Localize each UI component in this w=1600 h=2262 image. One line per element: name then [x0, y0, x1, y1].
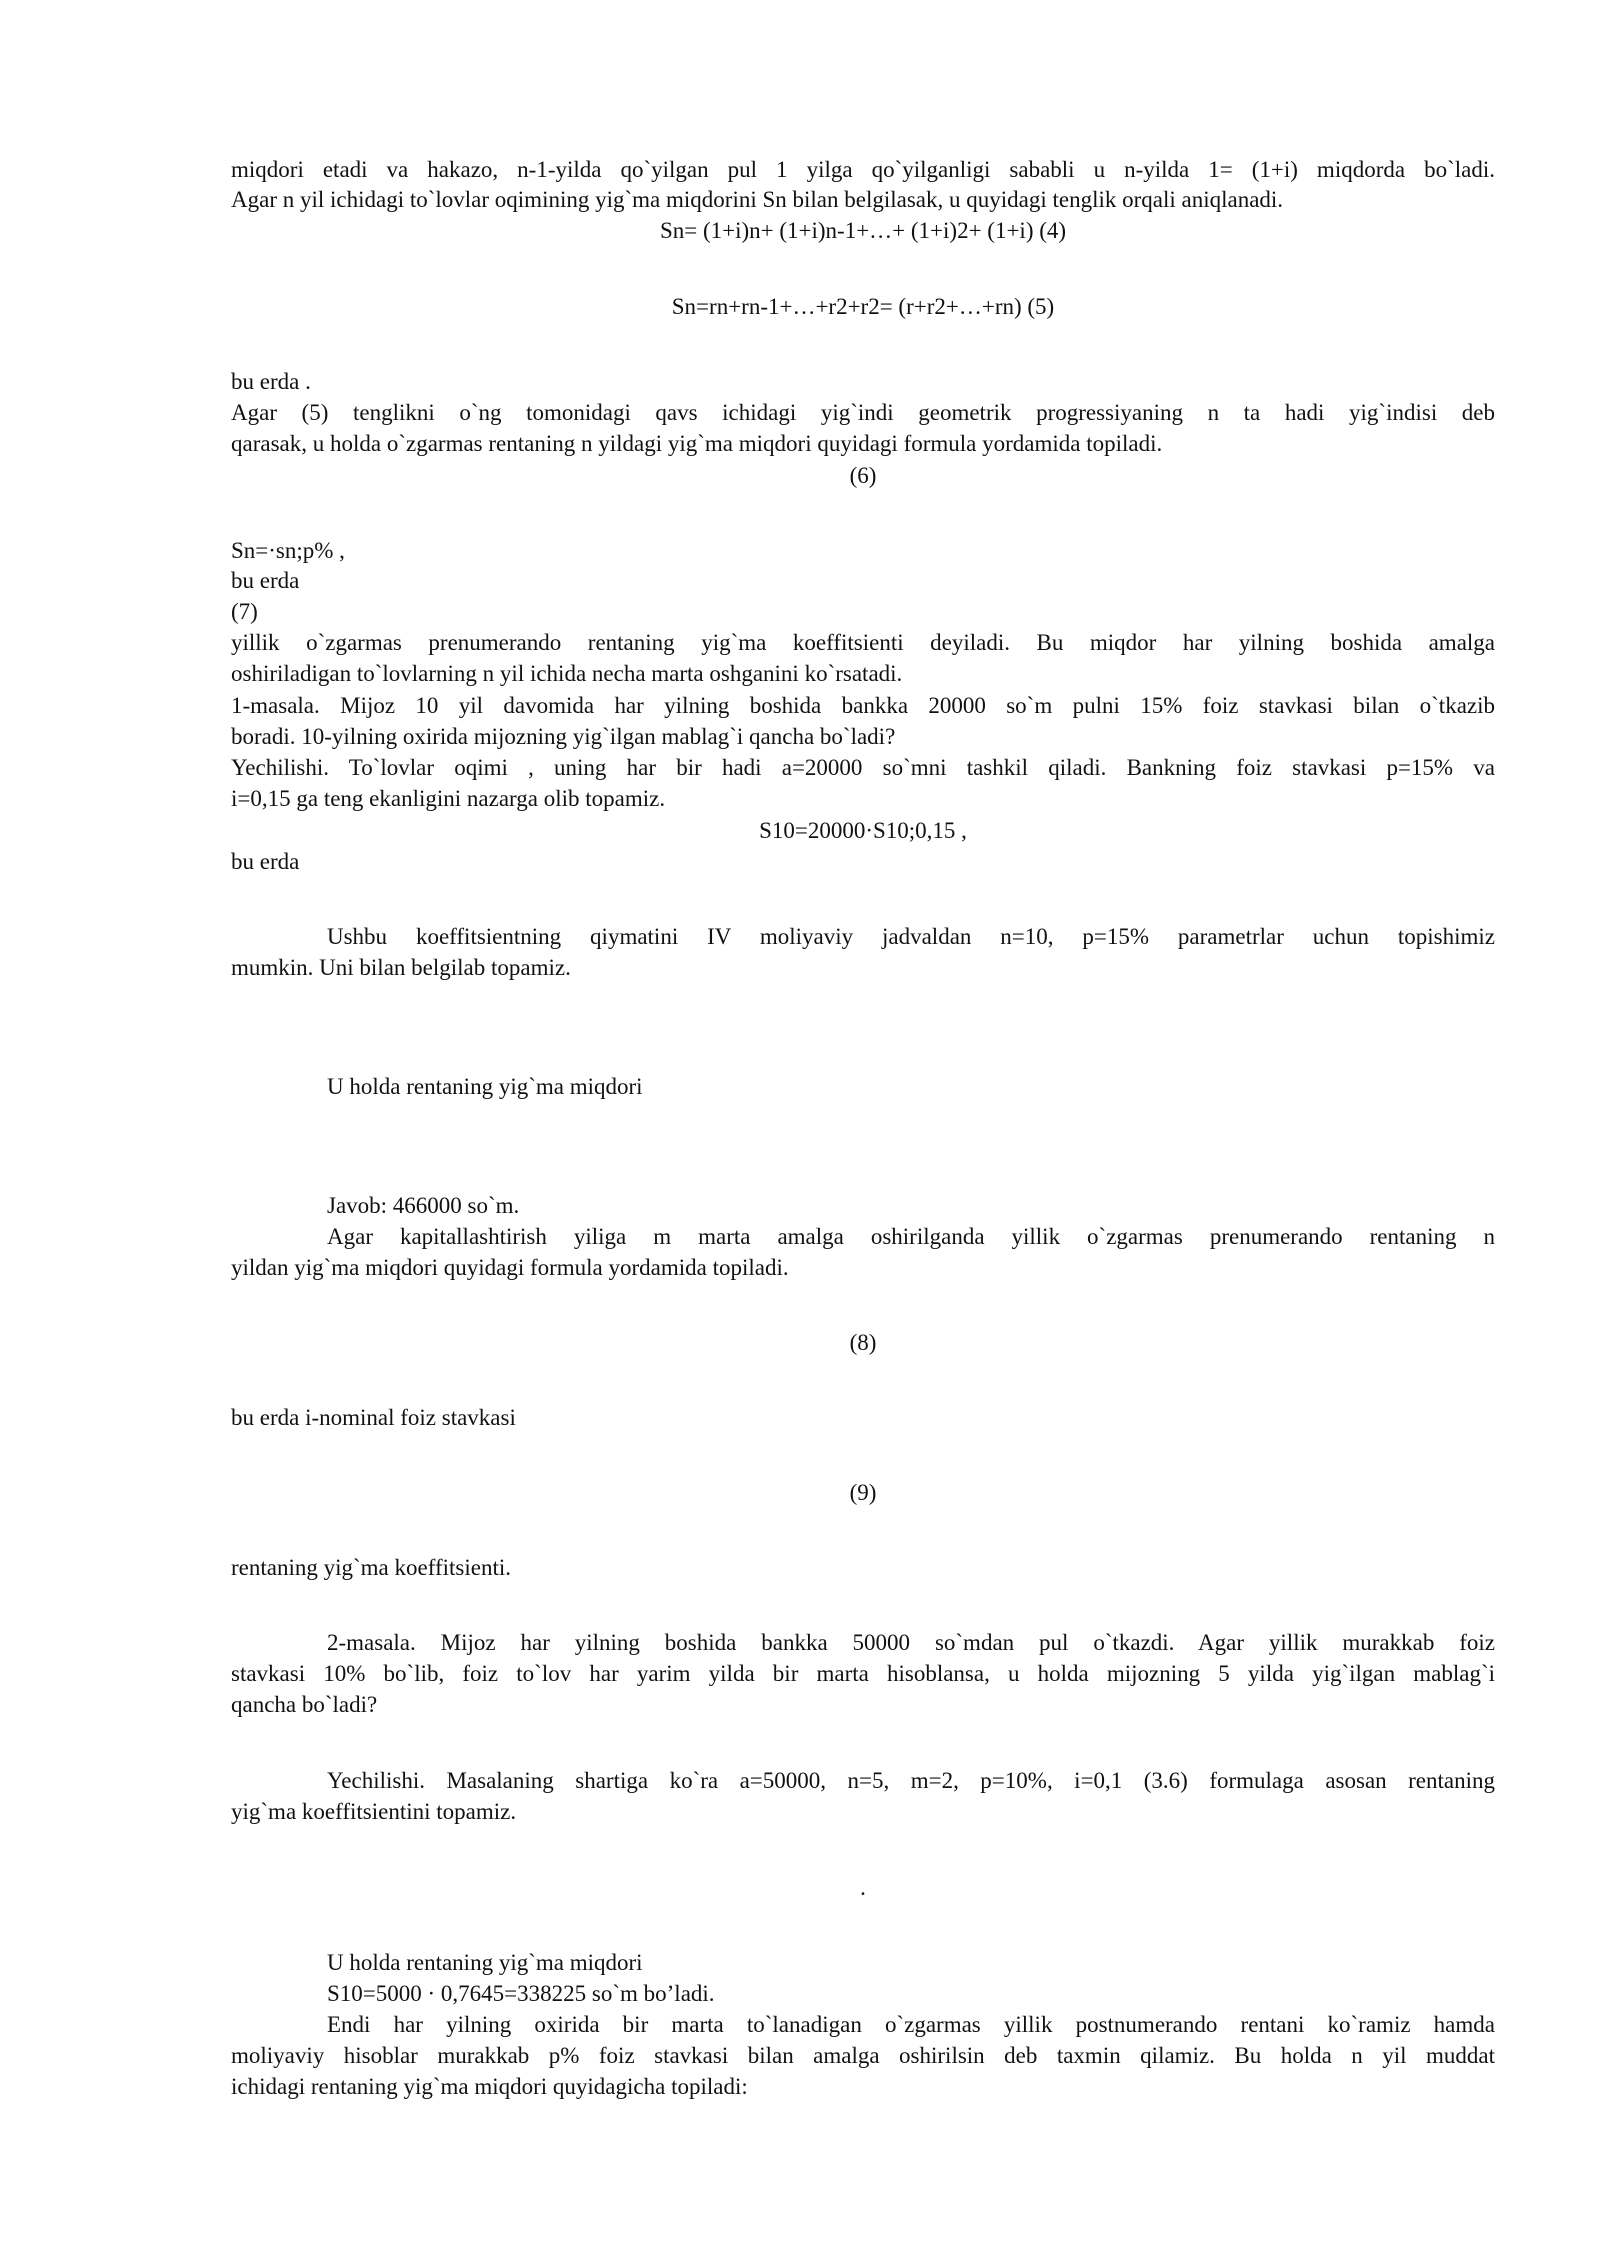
text-line: bu erda — [231, 568, 300, 593]
formula-s10-result: S10=5000 · 0,7645=338225 so`m bo’ladi. — [327, 1981, 715, 2006]
problem-2-heading: 2-masala. Mijoz har yilning boshida bankka 50000 so`mdan pul o`tkazdi. Agar yillik murakkab foiz — [327, 1630, 1495, 1655]
text-line: mumkin. Uni bilan belgilab topamiz. — [231, 955, 571, 980]
text-line: Ushbu koeffitsientning qiymatini IV moliyaviy jadvaldan n=10, p=15% parametrlar uchun topishimiz — [327, 924, 1495, 949]
text-line: boradi. 10-yilning oxirida mijozning yig`ilgan mablag`i qancha bo`ladi? — [231, 724, 896, 749]
text-line: yig`ma koeffitsientini topamiz. — [231, 1799, 517, 1824]
formula-sn: Sn=·sn;p% , — [231, 538, 345, 563]
formula-number-9: (9) — [849, 1480, 877, 1505]
formula-dot: . — [860, 1875, 866, 1900]
text-line: ichidagi rentaning yig`ma miqdori quyidagicha topiladi: — [231, 2074, 748, 2099]
text-line: bu erda — [231, 849, 300, 874]
text-line: i=0,15 ga teng ekanligini nazarga olib topamiz. — [231, 786, 666, 811]
text-line: bu erda . — [231, 369, 311, 394]
text-line: oshiriladigan to`lovlarning n yil ichida necha marta oshganini ko`rsatadi. — [231, 661, 903, 686]
solution-2-heading: Yechilishi. Masalaning shartiga ko`ra a=50000, n=5, m=2, p=10%, i=0,1 (3.6) formulaga asosan rentaning — [327, 1768, 1495, 1793]
solution-1-heading: Yechilishi. To`lovlar oqimi , uning har bir hadi a=20000 so`mni tashkil qiladi. Bankning foiz stavkasi p=15% va — [231, 755, 1495, 780]
formula-number-7: (7) — [231, 599, 258, 624]
text-line: Agar kapitallashtirish yiliga m marta amalga oshirilganda yillik o`zgarmas prenumerando rentaning n — [327, 1224, 1495, 1249]
text-line: moliyaviy hisoblar murakkab p% foiz stavkasi bilan amalga oshirilsin deb taxmin qilamiz. Bu holda n yil muddat — [231, 2043, 1495, 2068]
answer-1: Javob: 466000 so`m. — [327, 1193, 520, 1218]
text-line: U holda rentaning yig`ma miqdori — [327, 1950, 643, 1975]
text-line: qancha bo`ladi? — [231, 1692, 378, 1717]
text-line: yildan yig`ma miqdori quyidagi formula yordamida topiladi. — [231, 1255, 789, 1280]
text-line: qarasak, u holda o`zgarmas rentaning n yildagi yig`ma miqdori quyidagi formula yordamida topiladi. — [231, 431, 1163, 456]
formula-4: Sn= (1+i)n+ (1+i)n-1+…+ (1+i)2+ (1+i) (4) — [659, 218, 1067, 243]
text-line: miqdori etadi va hakazo, n-1-yilda qo`yilgan pul 1 yilga qo`yilganligi sababli u n-yilda 1= (1+i) miqdorda bo`ladi. — [231, 157, 1495, 182]
formula-s10: S10=20000·S10;0,15 , — [759, 818, 967, 843]
formula-number-8: (8) — [849, 1330, 877, 1355]
text-line: Endi har yilning oxirida bir marta to`lanadigan o`zgarmas yillik postnumerando rentani ko`ramiz hamda — [327, 2012, 1495, 2037]
text-line: stavkasi 10% bo`lib, foiz to`lov har yarim yilda bir marta hisoblansa, u holda mijozning 5 yilda yig`ilgan mablag`i — [231, 1661, 1495, 1686]
text-line: bu erda i-nominal foiz stavkasi — [231, 1405, 516, 1430]
problem-1-heading: 1-masala. Mijoz 10 yil davomida har yilning boshida bankka 20000 so`m pulni 15% foiz stavkasi bilan o`tkazib — [231, 693, 1495, 718]
text-line: U holda rentaning yig`ma miqdori — [327, 1074, 643, 1099]
formula-number-6: (6) — [849, 463, 877, 488]
text-line: Agar (5) tenglikni o`ng tomonidagi qavs ichidagi yig`indi geometrik progressiyaning n ta hadi yig`indisi deb — [231, 400, 1495, 425]
text-line: Agar n yil ichidagi to`lovlar oqimining yig`ma miqdorini Sn bilan belgilasak, u quyidagi tenglik orqali aniqlanadi. — [231, 187, 1284, 212]
formula-5: Sn=rn+rn-1+…+r2+r2= (r+r2+…+rn) (5) — [671, 294, 1055, 319]
text-line: rentaning yig`ma koeffitsienti. — [231, 1555, 511, 1580]
text-line: yillik o`zgarmas prenumerando rentaning yig`ma koeffitsienti deyiladi. Bu miqdor har yilning boshida amalga — [231, 630, 1495, 655]
